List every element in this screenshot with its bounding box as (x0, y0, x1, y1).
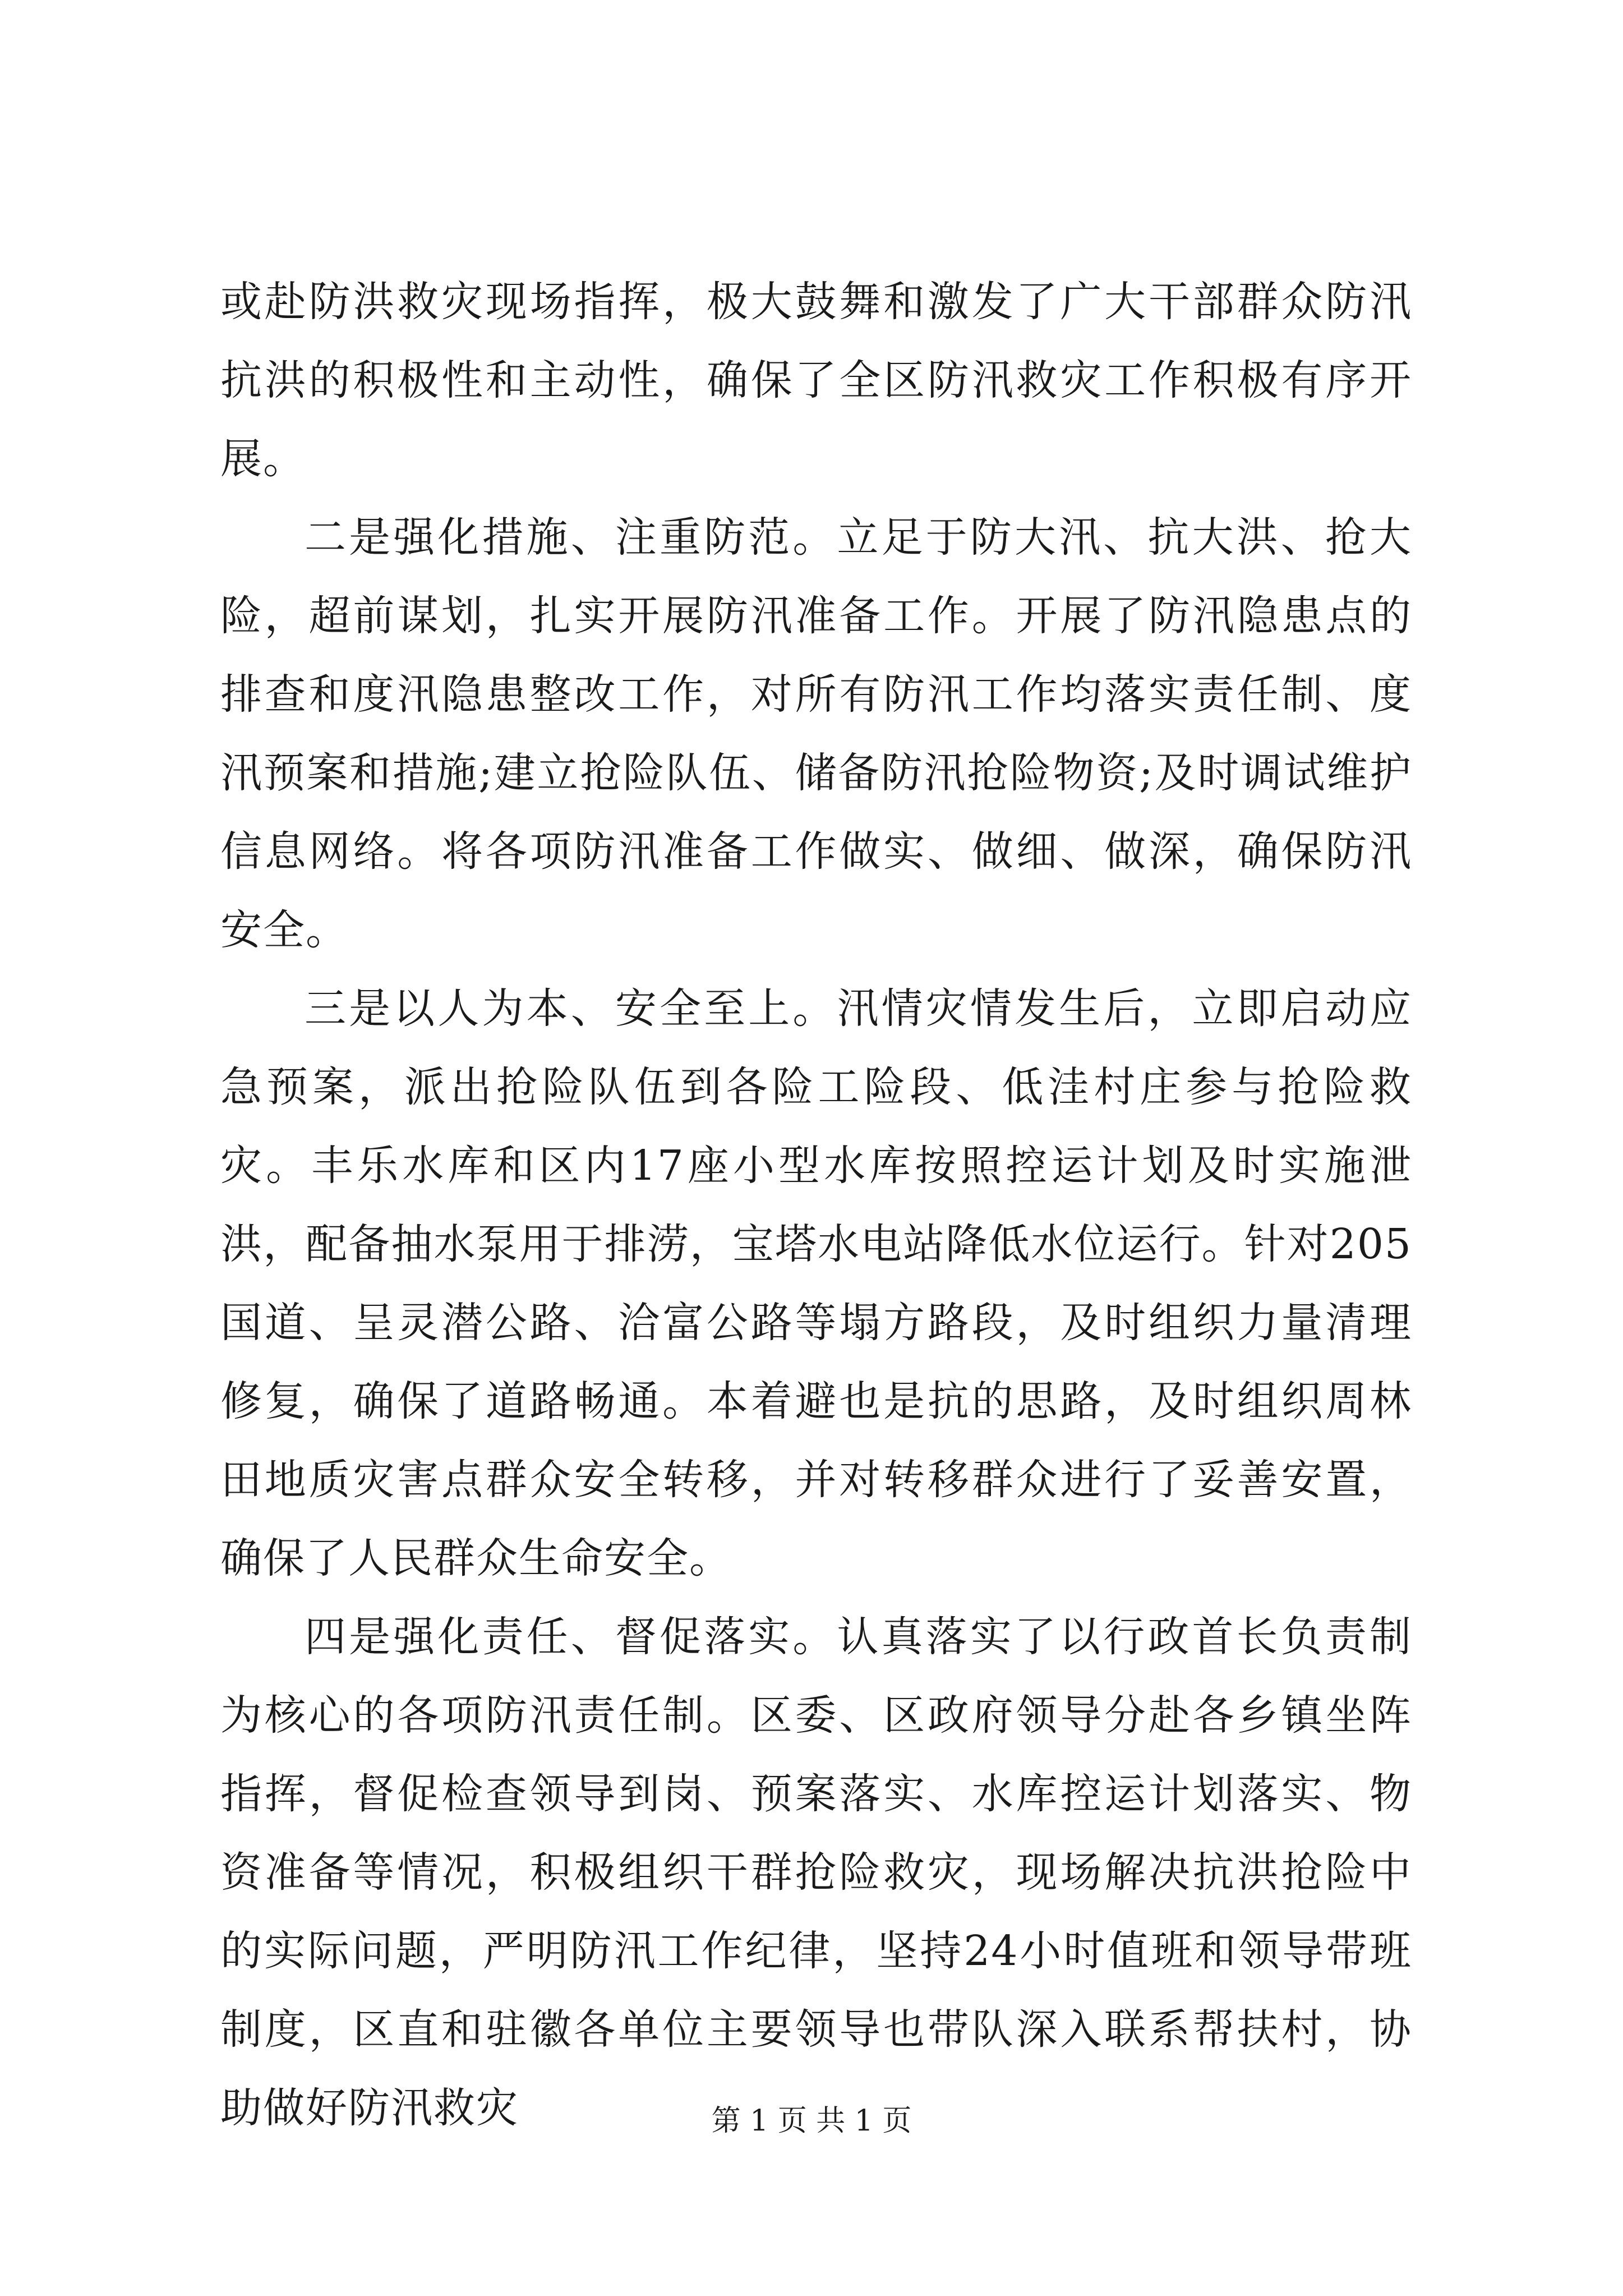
paragraph-2: 二是强化措施、注重防范。立足于防大汛、抗大洪、抢大险，超前谋划，扎实开展防汛准备工作。开展了防汛隐患点的排查和度汛隐患整改工作，对所有防汛工作均落实责任制、度汛预案和措施;建立抢险队伍、储备防汛抢险物资;及时调试维护信息网络。将各项防汛准备工作做实、做细、做深，确保防汛安全。 (220, 513, 1412, 954)
paragraph-3: 三是以人为本、安全至上。汛情灾情发生后，立即启动应急预案，派出抢险队伍到各险工险段、低洼村庄参与抢险救灾。丰乐水库和区内17座小型水库按照控运计划及时实施泄洪，配备抽水泵用于排涝，宝塔水电站降低水位运行。针对205国道、呈灵潜公路、洽富公路等塌方路段，及时组织力量清理修复，确保了道路畅通。本着避也是抗的思路，及时组织周林田地质灾害点群众安全转移，并对转移群众进行了妥善安置，确保了人民群众生命安全。 (220, 984, 1412, 1582)
paragraph-4: 四是强化责任、督促落实。认真落实了以行政首长负责制为核心的各项防汛责任制。区委、区政府领导分赴各乡镇坐阵指挥，督促检查领导到岗、预案落实、水库控运计划落实、物资准备等情况，积极组织干群抢险救灾，现场解决抗洪抢险中的实际问题，严明防汛工作纪律，坚持24小时值班和领导带班制度，区直和驻徽各单位主要领导也带队深入联系帮扶村，协助做好防汛救灾 (220, 1613, 1412, 2132)
page-footer: 第 1 页 共 1 页 (711, 2104, 912, 2138)
paragraph-1: 或赴防洪救灾现场指挥，极大鼓舞和激发了广大干部群众防汛抗洪的积极性和主动性，确保了全区防汛救灾工作积极有序开展。 (220, 278, 1412, 483)
document-body (220, 263, 1412, 2147)
